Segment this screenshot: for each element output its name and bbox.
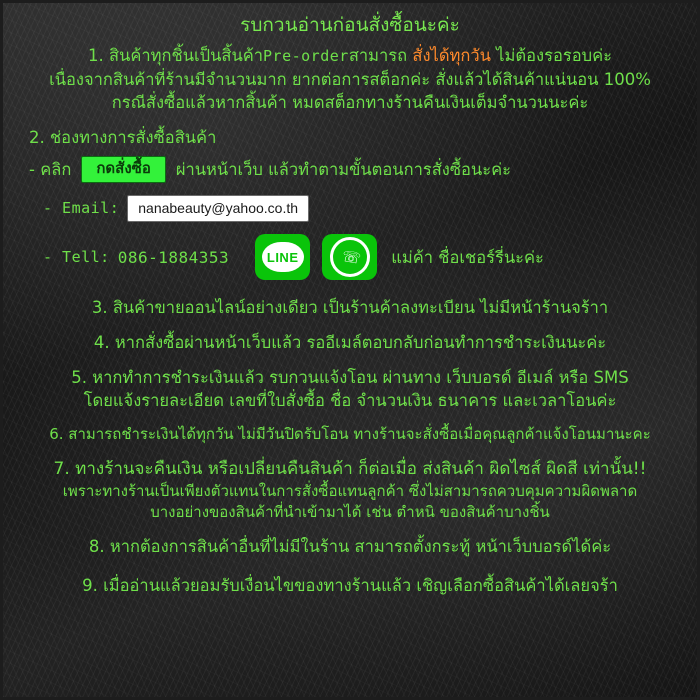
item-1-line-3: กรณีสั่งซื้อแล้วหากสิ้นค้า หมดสต็อกทางร้านคืนเงินเต็มจำนวนนะค่ะ bbox=[111, 93, 589, 112]
messaging-badges bbox=[255, 234, 377, 280]
item-1-preorder-text: Pre-order bbox=[263, 47, 349, 65]
phone-handset-icon: ☏ bbox=[340, 246, 363, 268]
email-row bbox=[17, 195, 683, 222]
item-1-line-2: เนื่องจากสินค้าที่ร้านมีจำนวนมาก ยากต่อการสต็อกค่ะ สั่งแล้วได้สินค้าแน่นอน 100% bbox=[49, 70, 651, 89]
tel-label: - Tell: bbox=[43, 247, 110, 266]
announcement-content bbox=[3, 3, 697, 697]
item-8: 8. หากต้องการสินค้าอื่นที่ไม่มีในร้าน สามารถตั้งกระทู้ หน้าเว็บบอรด์ได้ค่ะ bbox=[88, 537, 612, 556]
email-field[interactable]: nanabeauty@yahoo.co.th bbox=[127, 195, 309, 222]
item-1-line-1 bbox=[17, 44, 683, 68]
seller-note: แม่ค้า ชื่อเชอร์รี่นะค่ะ bbox=[391, 247, 544, 267]
item-2-after-button-text: ผ่านหน้าเว็บ แล้วทำตามขั้นตอนการสั่งซื้อนะค่ะ bbox=[175, 160, 511, 179]
item-7-line-1: 7. ทางร้านจะคืนเงิน หรือเปลี่ยนคืนสินค้า ก็ต่อเมื่อ ส่งสินค้า ผิดไซส์ ผิดสี เท่านั้น!! bbox=[53, 459, 647, 479]
item-7-line-2: เพราะทางร้านเป็นเพียงตัวแทนในการสั่งซื้อแทนลูกค้า ซึ่งไม่สามารถควบคุมความผิดพลาด bbox=[62, 482, 638, 500]
item-6: 6. สามารถชำระเงินได้ทุกวัน ไม่มีวันปิดรับโอน ทางร้านจะสั่งซื้อเมื่อคุณลูกค้าแจ้งโอนมานะคะ bbox=[49, 425, 651, 443]
item-2-click-label: - คลิก bbox=[29, 160, 72, 179]
whatsapp-icon[interactable] bbox=[322, 234, 377, 280]
line-icon-label: LINE bbox=[262, 242, 304, 272]
email-label: - Email: bbox=[43, 199, 120, 217]
item-1-text-part-2: สามารถ bbox=[348, 46, 408, 65]
item-9: 9. เมื่ออ่านแล้วยอมรับเงื่อนไขของทางร้านแล้ว เชิญเลือกซื้อสินค้าได้เลยจร้า bbox=[82, 576, 618, 595]
tel-value: 086-1884353 bbox=[117, 247, 230, 267]
item-1-text-part-3: ไม่ต้องรอรอบค่ะ bbox=[496, 46, 612, 65]
item-1-highlight-order: สั่งได้ทุกวัน bbox=[412, 46, 491, 65]
item-5-line-1: 5. หากทำการชำระเงินแล้ว รบกวนแจ้งโอน ผ่านทาง เว็บบอรด์ อีเมล์ หรือ SMS bbox=[71, 368, 629, 387]
item-4: 4. หากสั่งซื้อผ่านหน้าเว็บแล้ว รออีเมล์ตอบกลับก่อนทำการชำระเงินนะค่ะ bbox=[93, 333, 607, 352]
item-5-line-2: โดยแจ้งรายละเอียด เลขที่ใบสั่งซื้อ ชื่อ จำนวนเงิน ธนาคาร และเวลาโอนค่ะ bbox=[83, 391, 617, 410]
item-2-click-row bbox=[17, 156, 683, 183]
item-7-line-3: บางอย่างของสินค้าที่นำเข้ามาได้ เช่น ตำหนิ ของสินค้าบางชิ้น bbox=[150, 503, 550, 521]
item-3: 3. สินค้าขายออนไลน์อย่างเดียว เป็นร้านค้าลงทะเบียน ไม่มีหน้าร้านจร้าา bbox=[91, 298, 609, 317]
page-title: รบกวนอ่านก่อนสั่งซื้อนะค่ะ bbox=[240, 14, 460, 36]
item-2-heading: 2. ช่องทางการสั่งซื้อสินค้า bbox=[29, 128, 217, 147]
order-button[interactable]: กดสั่งซื้อ bbox=[81, 156, 166, 183]
line-icon[interactable] bbox=[255, 234, 310, 280]
item-1-text-part-1: 1. สินค้าทุกชิ้นเป็นสิ้นค้า bbox=[88, 46, 264, 65]
contact-row bbox=[17, 234, 683, 280]
whatsapp-circle bbox=[330, 237, 370, 277]
